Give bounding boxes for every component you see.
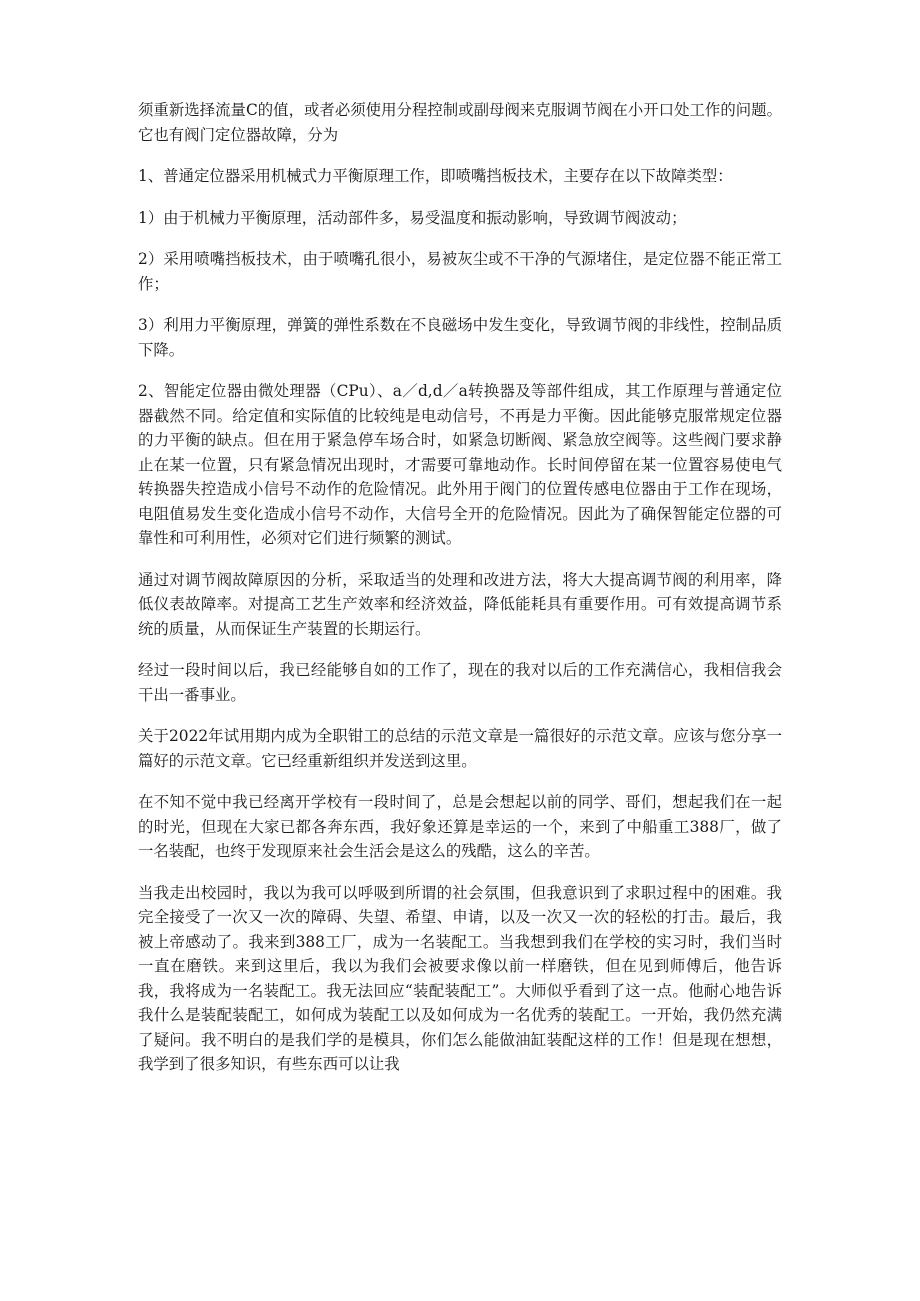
paragraph-fault-1: 1）由于机械力平衡原理，活动部件多，易受温度和振动影响，导致调节阀波动； — [138, 208, 687, 227]
paragraph-ordinary-positioner: 1、普通定位器采用机械式力平衡原理工作，即喷嘴挡板技术，主要存在以下故障类型： — [138, 167, 733, 185]
paragraph-fault-3: 3）利用力平衡原理，弹簧的弹性系数在不良磁场中发生变化，导致调节阀的非线性，控制品质下降。 — [138, 316, 782, 359]
paragraph-leaving-school: 在不知不觉中我已经离开学校有一段时间了，总是会想起以前的同学、哥们，想起我们在一起的时光，但现在大家已都各奔东西，我好象还算是幸运的一个，来到了中船重工388厂，做了一名装配，也终于发现原来社会生活会是这么的残酷，这么的辛苦。 — [138, 793, 782, 860]
paragraph-smart-positioner: 2、智能定位器由微处理器（CPu）、a／d,d／a转换器及等部件组成，其工作原理与普通定位器截然不同。给定值和实际值的比较纯是电动信号，不再是力平衡。因此能够克服常规定位器的力平衡的缺点。但在用于紧急停车场合时，如紧急切断阀、紧急放空阀等。这些阀门要求静止在某一位置，只有紧急情况出现时，才需要可靠地动作。长时间停留在某一位置容易使电气转换器失控造成小信号不动作的危险情况。此外用于阀门的位置传感电位器由于工作在现场，电阻值易发生变化造成小信号不动作，大信号全开的危险情况。因此为了确保智能定位器的可靠性和可利用性，必须对它们进行频繁的测试。 — [138, 382, 782, 547]
paragraph-sample-note: 关于2022年试用期内成为全职钳工的总结的示范文章是一篇很好的示范文章。应该与您分享一篇好的示范文章。它已经重新组织并发送到这里。 — [138, 727, 782, 770]
paragraph-job-experience: 当我走出校园时，我以为我可以呼吸到所谓的社会氛围，但我意识到了求职过程中的困难。我完全接受了一次又一次的障碍、失望、希望、申请，以及一次又一次的轻松的打击。最后，我被上帝感动了。我来到388工厂，成为一名装配工。当我想到我们在学校的实习时，我们当时一直在磨铁。来到这里后，我以为我们会被要求像以前一样磨铁，但在见到师傅后，他告诉我，我将成为一名装配工。我无法回应“装配装配工”。大师似乎看到了这一点。他耐心地告诉我什么是装配装配工，如何成为装配工以及如何成为一名优秀的装配工。一开始，我仍然充满了疑问。我不明白的是我们学的是模具，你们怎么能做油缸装配这样的工作！但是现在想想，我学到了很多知识，有些东西可以让我 — [138, 883, 782, 1073]
paragraph-confidence: 经过一段时间以后，我已经能够自如的工作了，现在的我对以后的工作充满信心，我相信我会干出一番事业。 — [138, 661, 782, 704]
paragraph-fault-2: 2）采用喷嘴挡板技术，由于喷嘴孔很小，易被灰尘或不干净的气源堵住，是定位器不能正常工作； — [138, 250, 782, 293]
paragraph-valve-intro: 须重新选择流量C的值，或者必须使用分程控制或副母阀来克服调节阀在小开口处工作的问题。它也有阀门定位器故障，分为 — [138, 101, 782, 144]
paragraph-analysis-summary: 通过对调节阀故障原因的分析，采取适当的处理和改进方法，将大大提高调节阀的利用率，降低仪表故障率。对提高工艺生产效率和经济效益，降低能耗具有重要作用。可有效提高调节系统的质量，从而保证生产装置的长期运行。 — [138, 570, 782, 638]
document-body — [138, 98, 782, 1094]
